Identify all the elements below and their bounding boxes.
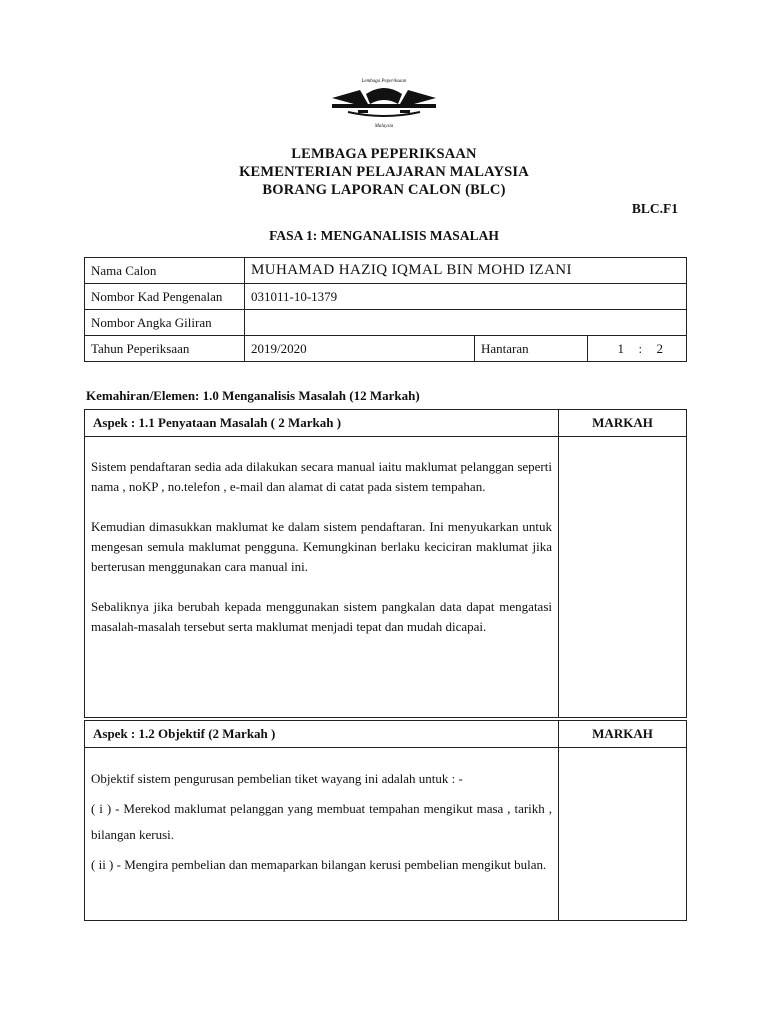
aspect-1-paragraph: Sebaliknya jika berubah kepada menggunakan sistem pangkalan data dapat mengatasi masalah-masalah tersebut serta maklumat menjadi tepat dan mudah dicapai. — [91, 599, 552, 634]
aspect-1-paragraph: Kemudian dimasukkan maklumat ke dalam sistem pendaftaran. Ini menyukarkan untuk mengesan semula maklumat pengguna. Kemungkinan berlaku keciciran maklumat jika berterusan menggunakan cara manual ini. — [91, 519, 552, 574]
aspect-2-title: Aspek : 1.2 Objektif (2 Markah ) — [85, 721, 559, 748]
aspect-1-title: Aspek : 1.1 Penyataan Masalah ( 2 Markah ) — [85, 410, 559, 437]
submission-total: 2 — [656, 340, 663, 356]
aspect-1-table — [84, 409, 687, 718]
table-row — [85, 336, 687, 362]
aspect-1-marks-cell — [559, 437, 687, 718]
logo-text-bottom: Malaysia — [374, 124, 394, 129]
candidate-info-table — [84, 257, 687, 362]
aspect-1-content — [85, 437, 559, 718]
aspect-2-marks-cell — [559, 748, 687, 921]
index-label: Nombor Angka Giliran — [85, 310, 245, 336]
ic-label: Nombor Kad Pengenalan — [85, 284, 245, 310]
table-row — [85, 310, 687, 336]
submission-current: 1 — [617, 340, 624, 356]
name-value: MUHAMAD HAZIQ IQMAL BIN MOHD IZANI — [245, 258, 687, 284]
table-row — [85, 284, 687, 310]
table-row — [85, 258, 687, 284]
aspect-1-marks-label: MARKAH — [559, 410, 687, 437]
phase-title: FASA 1: MENGANALISIS MASALAH — [269, 228, 499, 243]
name-label: Nama Calon — [85, 258, 245, 284]
aspect-2-marks-label: MARKAH — [559, 721, 687, 748]
year-value: 2019/2020 — [245, 336, 475, 362]
lembaga-peperiksaan-logo — [328, 74, 440, 130]
skill-heading: Kemahiran/Elemen: 1.0 Menganalisis Masalah (12 Markah) — [86, 388, 420, 403]
submission-value — [588, 336, 687, 362]
ic-value: 031011-10-1379 — [245, 284, 687, 310]
header-line-3: BORANG LAPORAN CALON (BLC) — [262, 182, 506, 198]
year-label: Tahun Peperiksaan — [85, 336, 245, 362]
aspect-2-item: ( i ) - Merekod maklumat pelanggan yang membuat tempahan mengikut masa , tarikh , bilangan kerusi. — [91, 801, 552, 842]
index-value — [245, 310, 687, 336]
logo-text-top: Lembaga Peperiksaan — [361, 79, 407, 84]
aspect-1-paragraph: Sistem pendaftaran sedia ada dilakukan secara manual iaitu maklumat pelanggan seperti nama , noKP , no.telefon , e-mail dan alamat di catat pada sistem tempahan. — [91, 459, 552, 494]
aspect-2-content — [85, 748, 559, 921]
submission-separator: : — [638, 340, 643, 356]
header-line-2: KEMENTERIAN PELAJARAN MALAYSIA — [239, 164, 529, 180]
submission-label: Hantaran — [475, 336, 588, 362]
form-code: BLC.F1 — [631, 201, 678, 216]
aspect-2-intro: Objektif sistem pengurusan pembelian tiket wayang ini adalah untuk : - — [91, 771, 463, 786]
aspect-2-item: ( ii ) - Mengira pembelian dan memaparkan bilangan kerusi pembelian mengikut bulan. — [91, 857, 547, 872]
aspect-2-table — [84, 720, 687, 921]
header-line-1: LEMBAGA PEPERIKSAAN — [291, 146, 477, 162]
